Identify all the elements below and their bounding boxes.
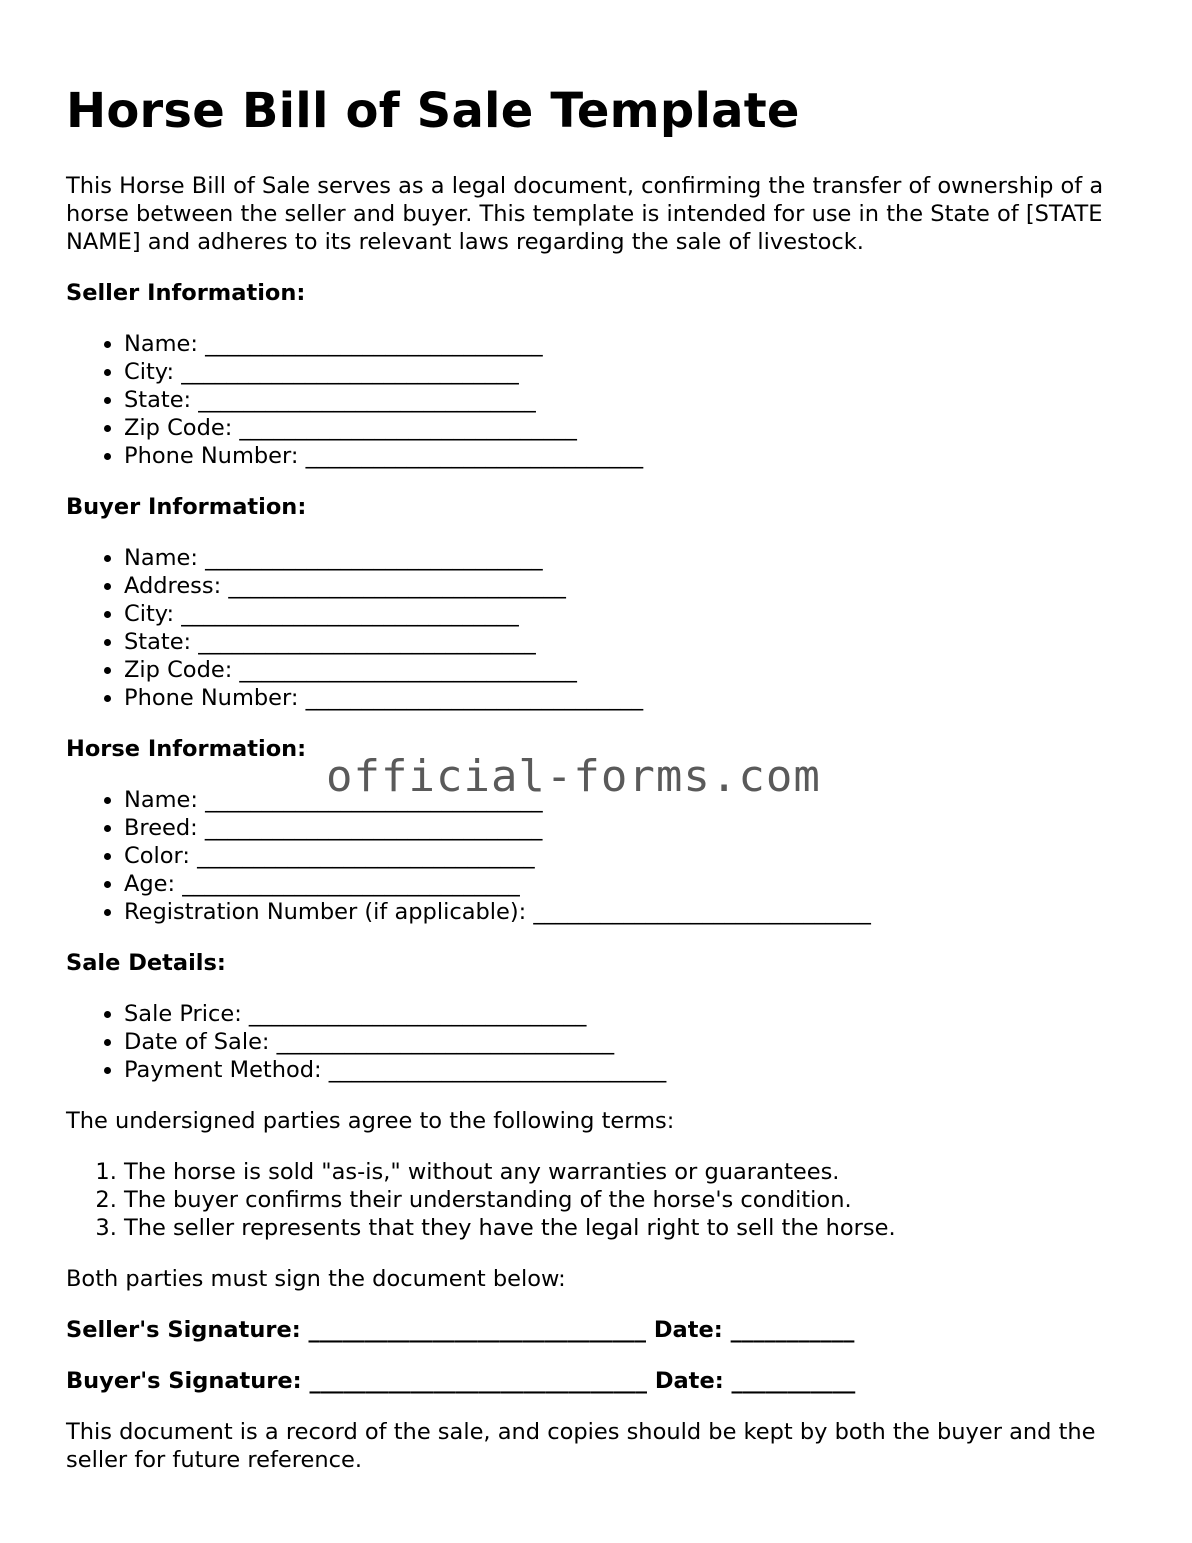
seller-phone-field: • Phone Number: ______________________________	[124, 442, 1136, 470]
intro-paragraph: This Horse Bill of Sale serves as a legal document, confirming the transfer of ownership of a horse between the seller and buyer. This template is intended for use in the State of [STATE NAME] and adheres to its relevant laws regarding the sale of livestock.	[66, 173, 1104, 255]
seller-name-field: • Name: ______________________________	[124, 330, 1136, 358]
buyer-signature-line: Buyer's Signature: ______________________________ Date: ___________	[66, 1368, 856, 1394]
sale-fields-list	[66, 1000, 1136, 1084]
buyer-state-field: • State: ______________________________	[124, 628, 1136, 656]
closing-paragraph: This document is a record of the sale, and copies should be kept by both the buyer and the seller for future reference.	[66, 1419, 1096, 1473]
buyer-name-field: • Name: ______________________________	[124, 544, 1136, 572]
buyer-heading: Buyer Information:	[66, 494, 307, 520]
terms-intro: The undersigned parties agree to the following terms:	[66, 1108, 675, 1134]
terms-list	[66, 1158, 1136, 1242]
buyer-zip-field: • Zip Code: ______________________________	[124, 656, 1136, 684]
buyer-address-field: • Address: ______________________________	[124, 572, 1136, 600]
sale-heading: Sale Details:	[66, 950, 226, 976]
seller-zip-field: • Zip Code: ______________________________	[124, 414, 1136, 442]
horse-breed-field: • Breed: ______________________________	[124, 814, 1136, 842]
page-title: Horse Bill of Sale Template	[66, 83, 800, 139]
horse-color-field: • Color: ______________________________	[124, 842, 1136, 870]
horse-name-field: • Name: ______________________________	[124, 786, 1136, 814]
sign-intro: Both parties must sign the document below:	[66, 1266, 566, 1292]
buyer-fields-list	[66, 544, 1136, 712]
sale-date-field: • Date of Sale: ______________________________	[124, 1028, 1136, 1056]
horse-fields-list	[66, 786, 1136, 926]
sale-price-field: • Sale Price: ______________________________	[124, 1000, 1136, 1028]
seller-fields-list	[66, 330, 1136, 470]
term-item: 2. The buyer confirms their understanding of the horse's condition.	[124, 1186, 1136, 1214]
term-item: 1. The horse is sold "as-is," without any warranties or guarantees.	[124, 1158, 1136, 1186]
seller-heading: Seller Information:	[66, 280, 306, 306]
seller-signature-line: Seller's Signature: ______________________________ Date: ___________	[66, 1317, 855, 1343]
payment-method-field: • Payment Method: ______________________________	[124, 1056, 1136, 1084]
watermark-text: official-forms.com	[326, 751, 821, 802]
term-item: 3. The seller represents that they have the legal right to sell the horse.	[124, 1214, 1136, 1242]
seller-city-field: • City: ______________________________	[124, 358, 1136, 386]
seller-state-field: • State: ______________________________	[124, 386, 1136, 414]
buyer-phone-field: • Phone Number: ______________________________	[124, 684, 1136, 712]
horse-heading: Horse Information:	[66, 736, 307, 762]
buyer-city-field: • City: ______________________________	[124, 600, 1136, 628]
horse-age-field: • Age: ______________________________	[124, 870, 1136, 898]
horse-registration-field: • Registration Number (if applicable): ______________________________	[124, 898, 1136, 926]
